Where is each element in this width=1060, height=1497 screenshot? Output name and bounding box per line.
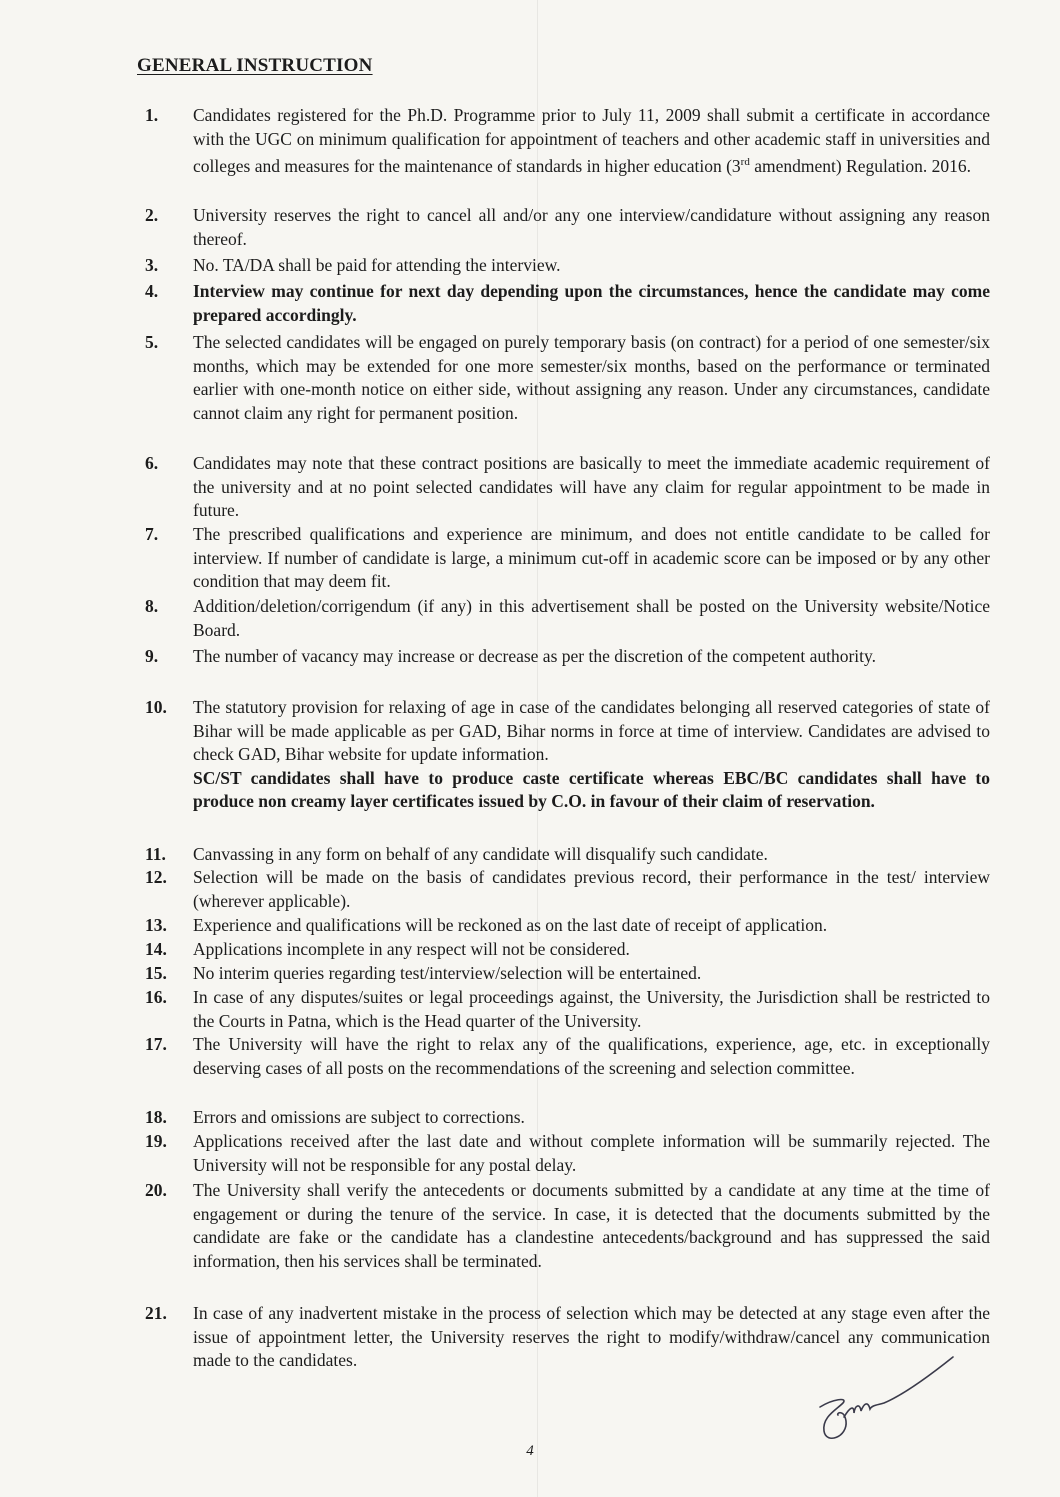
item-number: 7. (145, 524, 159, 544)
item-number: 13. (145, 915, 167, 935)
item-text: No. TA/DA shall be paid for attending the interview. (193, 255, 561, 275)
item-number: 21. (145, 1303, 167, 1323)
item-text (193, 696, 990, 814)
item-number: 11. (145, 844, 166, 864)
item-number: 14. (145, 939, 167, 959)
reservation-note: SC/ST candidates shall have to produce caste certificate whereas EBC/BC candidates shall have to produce non creamy layer certificates issued by C.O. in favour of their claim of reservation. (193, 767, 990, 811)
item-text: The University will have the right to relax any of the qualifications, experience, age, etc. in exceptionally deserving cases of all posts on the recommendations of the screening and selection committee. (193, 1034, 990, 1078)
handwritten-signature (808, 1355, 958, 1450)
item-text: In case of any inadvertent mistake in the process of selection which may be detected at any stage even after the issue of appointment letter, the University reserves the right to modify/withdraw/cancel any communication made to the candidates. (193, 1303, 990, 1370)
item-text-body: The statutory provision for relaxing of age in case of the candidates belonging all reserved categories of state of Bihar will be made applicable as per GAD, Bihar norms in force at time of interview. Candidates are advised to check GAD, Bihar website for update information. (193, 697, 990, 764)
item-text: The University shall verify the antecedents or documents submitted by a candidate at any time at the time of engagement or during the tenure of the service. In case, it is detected that the documents submitted by the candidate are fake or the candidate has a clandestine antecedents/background and has suppressed the said information, then his services shall be terminated. (193, 1180, 990, 1271)
item-text: Selection will be made on the basis of candidates previous record, their performance in the test/ interview (wherever applicable). (193, 867, 990, 911)
item-number: 2. (145, 205, 159, 225)
item-number: 16. (145, 987, 167, 1007)
item-text: Experience and qualifications will be reckoned as on the last date of receipt of application. (193, 915, 828, 935)
item-number: 20. (145, 1180, 167, 1200)
item-number: 4. (145, 281, 159, 301)
item-text: Errors and omissions are subject to corrections. (193, 1107, 525, 1127)
item-number: 3. (145, 255, 159, 275)
item-number: 15. (145, 963, 167, 983)
item-text: No interim queries regarding test/interview/selection will be entertained. (193, 963, 702, 983)
item-text: In case of any disputes/suites or legal proceedings against, the University, the Jurisdiction shall be restricted to the Courts in Patna, which is the Head quarter of the University. (193, 987, 990, 1031)
item-text: Candidates may note that these contract positions are basically to meet the immediate academic requirement of the university and at no point selected candidates will have any claim for regular appointment to be made in future. (193, 453, 990, 520)
page-heading: GENERAL INSTRUCTION (137, 55, 373, 76)
item-text: The selected candidates will be engaged on purely temporary basis (on contract) for a period of one semester/six months, which may be extended for one more semester/six months, based on the performance or terminated earlier with one-month notice on either side, without assigning any reason. Under any circumstances, candidate cannot claim any right for permanent position. (193, 332, 990, 423)
item-text: Addition/deletion/corrigendum (if any) in this advertisement shall be posted on the University website/Notice Board. (193, 596, 990, 640)
item-text: Candidates registered for the Ph.D. Programme prior to July 11, 2009 shall submit a certificate in accordance with the UGC on minimum qualification for appointment of teachers and other academic staff in universities and colleges and measures for the maintenance of standards in higher education (3rd amendment) Regulation. 2016. (193, 105, 990, 176)
page-number: 4 (526, 1443, 534, 1459)
item-number: 19. (145, 1131, 167, 1151)
item-number: 1. (145, 105, 159, 125)
item-number: 8. (145, 596, 159, 616)
item-number: 9. (145, 646, 159, 666)
item-text: The prescribed qualifications and experience are minimum, and does not entitle candidate to be called for interview. If number of candidate is large, a minimum cut-off in academic score can be imposed or by any other condition that may deem fit. (193, 524, 990, 591)
item-text: Applications received after the last date and without complete information will be summarily rejected. The University will not be responsible for any postal delay. (193, 1131, 990, 1175)
item-number: 18. (145, 1107, 167, 1127)
item-text: Interview may continue for next day depending upon the circumstances, hence the candidate may come prepared accordingly. (193, 281, 990, 325)
item-text: Canvassing in any form on behalf of any candidate will disqualify such candidate. (193, 844, 768, 864)
item-number: 17. (145, 1034, 167, 1054)
item-text: University reserves the right to cancel all and/or any one interview/candidature without assigning any reason thereof. (193, 205, 990, 249)
item-number: 6. (145, 453, 159, 473)
item-text: The number of vacancy may increase or decrease as per the discretion of the competent authority. (193, 646, 877, 666)
item-number: 5. (145, 332, 159, 352)
item-number: 12. (145, 867, 167, 887)
item-number: 10. (145, 697, 167, 717)
item-text: Applications incomplete in any respect will not be considered. (193, 939, 630, 959)
